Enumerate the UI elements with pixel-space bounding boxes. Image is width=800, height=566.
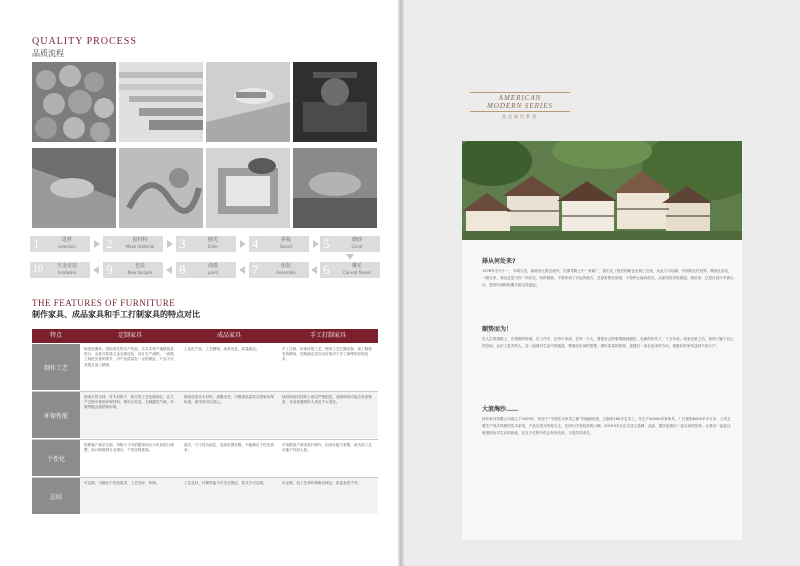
table-row	[32, 440, 378, 476]
header-cell: 成品家具	[216, 332, 241, 339]
village-photo	[462, 141, 742, 240]
arrow-left-icon	[166, 266, 172, 274]
arrow-left-icon	[311, 266, 317, 274]
table-cell: 手工打制，传承传统工艺，使用工艺打磨设备，加工精度有所降低，结构稳定是否良好取决于手工师傅的经验技术。	[282, 347, 372, 362]
table-cell: 选材和用料控制上难以严格把控，油漆使用可能含有害物质，对身体健康的人来说不太适宜。	[278, 392, 378, 438]
table-row	[32, 392, 378, 438]
process-step: 5 磨砂 Grind	[320, 236, 380, 252]
row-label: 环保性能	[32, 392, 80, 438]
section-body: 择东家具有限公司成立于2009年，依托于“中国实木家具之都”的地理优势，已拥有180多名员工，年生产30000多套家具，厂区面积8000多平方米，公司主要生产美式风格的实木家具，产品以美式风格为主，在同行中有较高的口碑。2019年5月正式成立品牌。品质、服务是我们一直以来的坚持，让我们一起在这里展现出对生活的热爱，在这个过程中你会有所收获，与您共同成长。	[482, 417, 731, 436]
table-cell: 使用优质实木材料，漆膜光亮，甲醛排放量符合国家环保标准，使用得可以放心。	[180, 392, 278, 438]
comparison-table	[32, 329, 378, 515]
arrow-left-icon	[93, 266, 99, 274]
arrow-right-icon	[167, 240, 173, 248]
process-step: 7 组装 Assemble	[249, 262, 309, 278]
process-step: 6 雕花 Carved flower	[320, 262, 380, 278]
section-heading: 择从何处来?	[482, 258, 516, 265]
features-title: THE FEATURES OF FURNITURE	[32, 298, 176, 308]
process-step: 1 选材 selection	[30, 236, 90, 252]
process-step: 8 油漆 paint	[176, 262, 236, 278]
photo-carving	[119, 148, 203, 228]
row-label: 总结	[32, 478, 80, 514]
table-cell: 规范化操作。国际领先的生产线及，实木木材产地精挑及进口，全套开放漆五金全面优化，设计生产流程，一套做工规范完善的细节，对产品质量有一定的保证，产品不仅美观且加工精细。	[84, 347, 174, 367]
page-fold	[398, 0, 404, 566]
header-cell: 定制家具	[117, 332, 142, 339]
header-cell: 手工打制家具	[309, 332, 346, 339]
table-cell: 工艺良好，环保性能不可完全保证，款式不可定制。	[180, 478, 278, 514]
arrow-right-icon	[313, 240, 319, 248]
table-cell: 工业化产品，工艺精细，选材优良，质量稳定。	[184, 347, 260, 351]
arrow-right-icon	[94, 240, 100, 248]
quality-process-subtitle: 品质流程	[32, 49, 64, 58]
series-line-2: MODERN SERIES	[470, 102, 570, 112]
photo-logs	[32, 62, 116, 142]
table-cell: 按照客户需求定制，风格尺寸可依据房间大小布局进行调整，设计师提供专业建议，个性化程度高。	[84, 443, 174, 453]
table-row	[32, 478, 378, 514]
series-logo	[470, 92, 570, 120]
arrow-left-icon	[239, 266, 245, 274]
table-row	[32, 344, 378, 390]
section-heading: 大浪淘沙……	[482, 406, 519, 413]
process-step: 2 原材料 Make material	[103, 236, 163, 252]
header-cell: 特点	[49, 332, 62, 339]
section-body: 在人生的道路上，在艰难的时候，在工作中，在每个家庭，在每一个人，要把自己的事情做到最好，在新的时代下，十五年前，成来这里之后，找到了属于自己的空间，认识了更多的人，在一起面对生活中的挑战，要满足市场的需要，做好质量的管理，是我们一直在追求的方向，把最好的家具送到千家万户。	[482, 337, 734, 349]
arrow-down-icon	[346, 254, 354, 260]
section-body: 1976年冬月十一，丰城大雪，那家有儿郎去到外，在那雪路上中一家新厂，我们走了很长的路也走到了这里，从此与木结缘。中国的农村世界，继续往前走，一路走来，命运总是与你一同存在，同时相助，不管你到了多远的地方，总是有根在那里，不曾停止地向前走，从最初的学徒做起，到后来，总是在同行中被认可，是有时间的积累才能走得更远。	[482, 269, 734, 288]
process-step: 3 刨光 Sider	[176, 236, 236, 252]
features-subtitle: 制作家具、成品家具和手工打制家具的特点对比	[32, 310, 200, 319]
process-steps	[30, 236, 380, 288]
table-cell: 可定制，可满足个性化需求，工艺良好，环保。	[80, 478, 180, 514]
table-cell: 可定制，但工艺和环保难以保证，质量参差不齐。	[278, 478, 378, 514]
photo-planing	[206, 62, 290, 142]
row-label: 个性化	[32, 440, 80, 476]
series-line-3: 美式现代系列	[502, 114, 538, 119]
process-photo-grid	[32, 62, 378, 230]
section-heading: 顺势而为！	[482, 326, 513, 333]
photo-lumber-stack	[119, 62, 203, 142]
table-cell: 使用天然木材，对木材烘干、防虫等工艺处理到位，在生产过程中使用环保材料，使用水性漆，无刺激性气味，环保等级达到国家标准。	[80, 392, 180, 438]
process-step: 9 包装 New lacquer	[103, 262, 163, 278]
arrow-right-icon	[240, 240, 246, 248]
row-label: 制作工艺	[32, 344, 80, 390]
photo-sanding	[32, 148, 116, 228]
process-step: 4 拼板 Board	[249, 236, 309, 252]
quality-process-title: QUALITY PROCESS	[32, 36, 137, 47]
process-step: 10 五金安装 hardware	[30, 262, 90, 278]
photo-workshop-saw	[293, 62, 377, 142]
table-cell: 可依据客户需求进行制作，但设计能力有限，款式和工艺可能不尽如人意。	[282, 443, 372, 453]
table-cell: 款式、尺寸较为固定，选择范围有限，不能满足个性化需求。	[184, 443, 274, 453]
table-header	[32, 329, 378, 343]
photo-assembling	[206, 148, 290, 228]
series-line-1: AMERICAN	[470, 92, 570, 102]
photo-finishing	[293, 148, 377, 228]
